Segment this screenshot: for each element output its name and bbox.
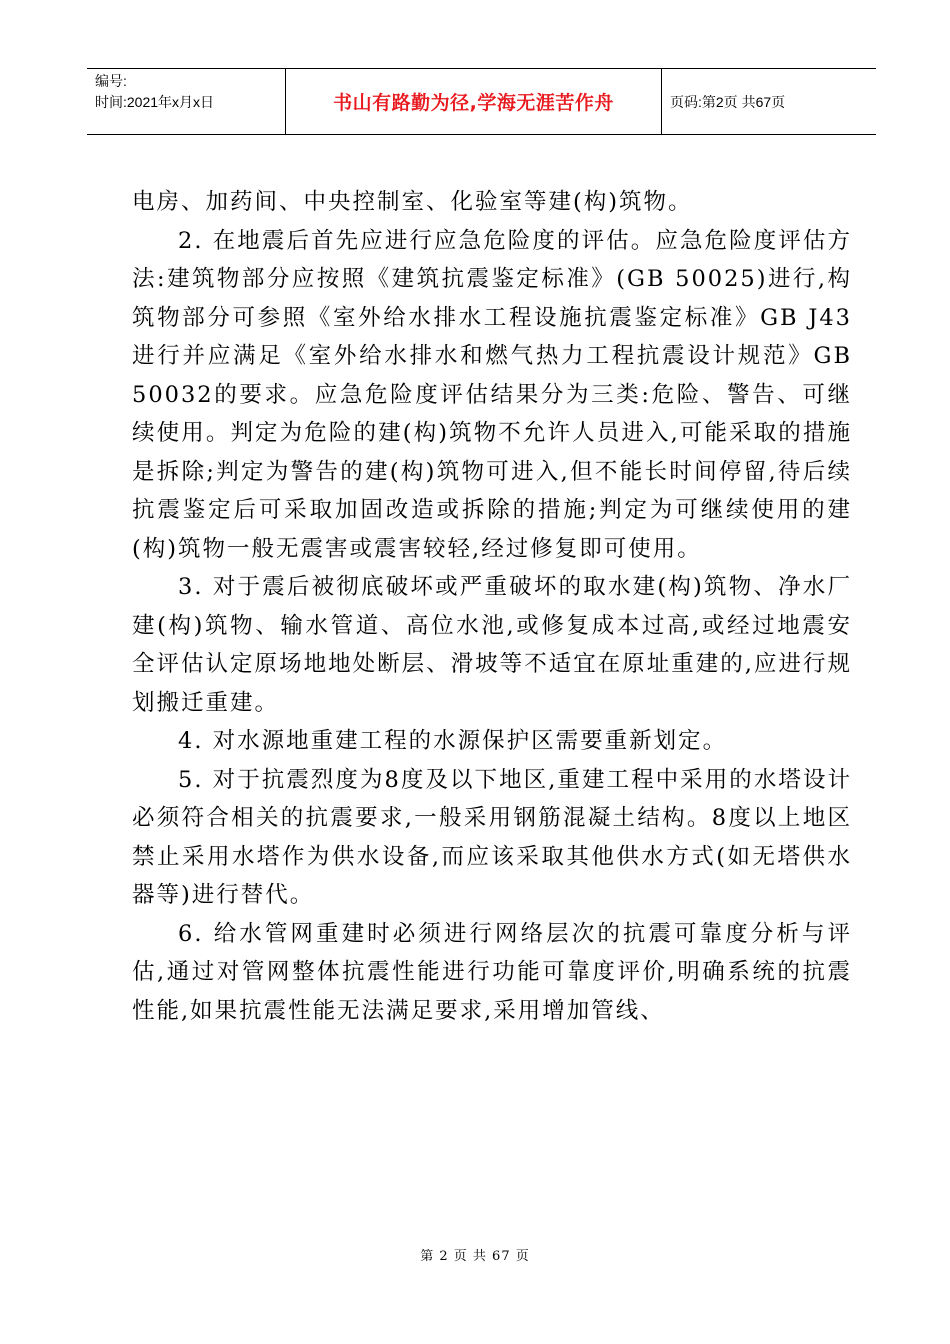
page-footer: 第 2 页 共 67 页	[420, 1249, 530, 1264]
paragraph-item-3: 3. 对于震后被彻底破坏或严重破坏的取水建(构)筑物、净水厂建(构)筑物、输水管道、高位水池,或修复成本过高,或经过地震安全评估认定原场地地处断层、滑坡等不适宜在原址重建的,应进行规划搬迁重建。	[132, 574, 852, 716]
paragraph-continuation: 电房、加药间、中央控制室、化验室等建(构)筑物。	[132, 189, 693, 215]
paragraph-item-5: 5. 对于抗震烈度为8度及以下地区,重建工程中采用的水塔设计必须符合相关的抗震要求,一般采用钢筋混凝土结构。8度以上地区禁止采用水塔作为供水设备,而应该采取其他供水方式(如无塔供水器等)进行替代。	[132, 766, 852, 908]
document-number-label: 编号:	[95, 73, 127, 89]
header-meta-cell	[87, 69, 286, 134]
paragraph-item-6: 6. 给水管网重建时必须进行网络层次的抗震可靠度分析与评估,通过对管网整体抗震性能进行功能可靠度评价,明确系统的抗震性能,如果抗震性能无法满足要求,采用增加管线、	[132, 920, 852, 1024]
paragraph-item-2: 2. 在地震后首先应进行应急危险度的评估。应急危险度评估方法:建筑物部分应按照《建筑抗震鉴定标准》(GB 50025)进行,构筑物部分可参照《室外给水排水工程设施抗震鉴定标准》GB J43进行并应满足《室外给水排水和燃气热力工程抗震设计规范》GB 50032的要求。应急危险度评估结果分为三类:危险、警告、可继续使用。判定为危险的建(构)筑物不允许人员进入,可能采取的措施是拆除;判定为警告的建(构)筑物可进入,但不能长时间停留,待后续抗震鉴定后可采取加固改造或拆除的措施;判定为可继续使用的建(构)筑物一般无震害或震害较轻,经过修复即可使用。	[132, 227, 852, 562]
paragraph-item-4: 4. 对水源地重建工程的水源保护区需要重新划定。	[178, 728, 728, 754]
document-header	[87, 68, 876, 135]
document-date: 时间:2021年x月x日	[95, 94, 215, 110]
document-body	[132, 183, 852, 1030]
header-page-info: 页码:第2页 共67页	[670, 93, 786, 110]
header-motto: 书山有路勤为径,学海无涯苦作舟	[286, 69, 662, 134]
